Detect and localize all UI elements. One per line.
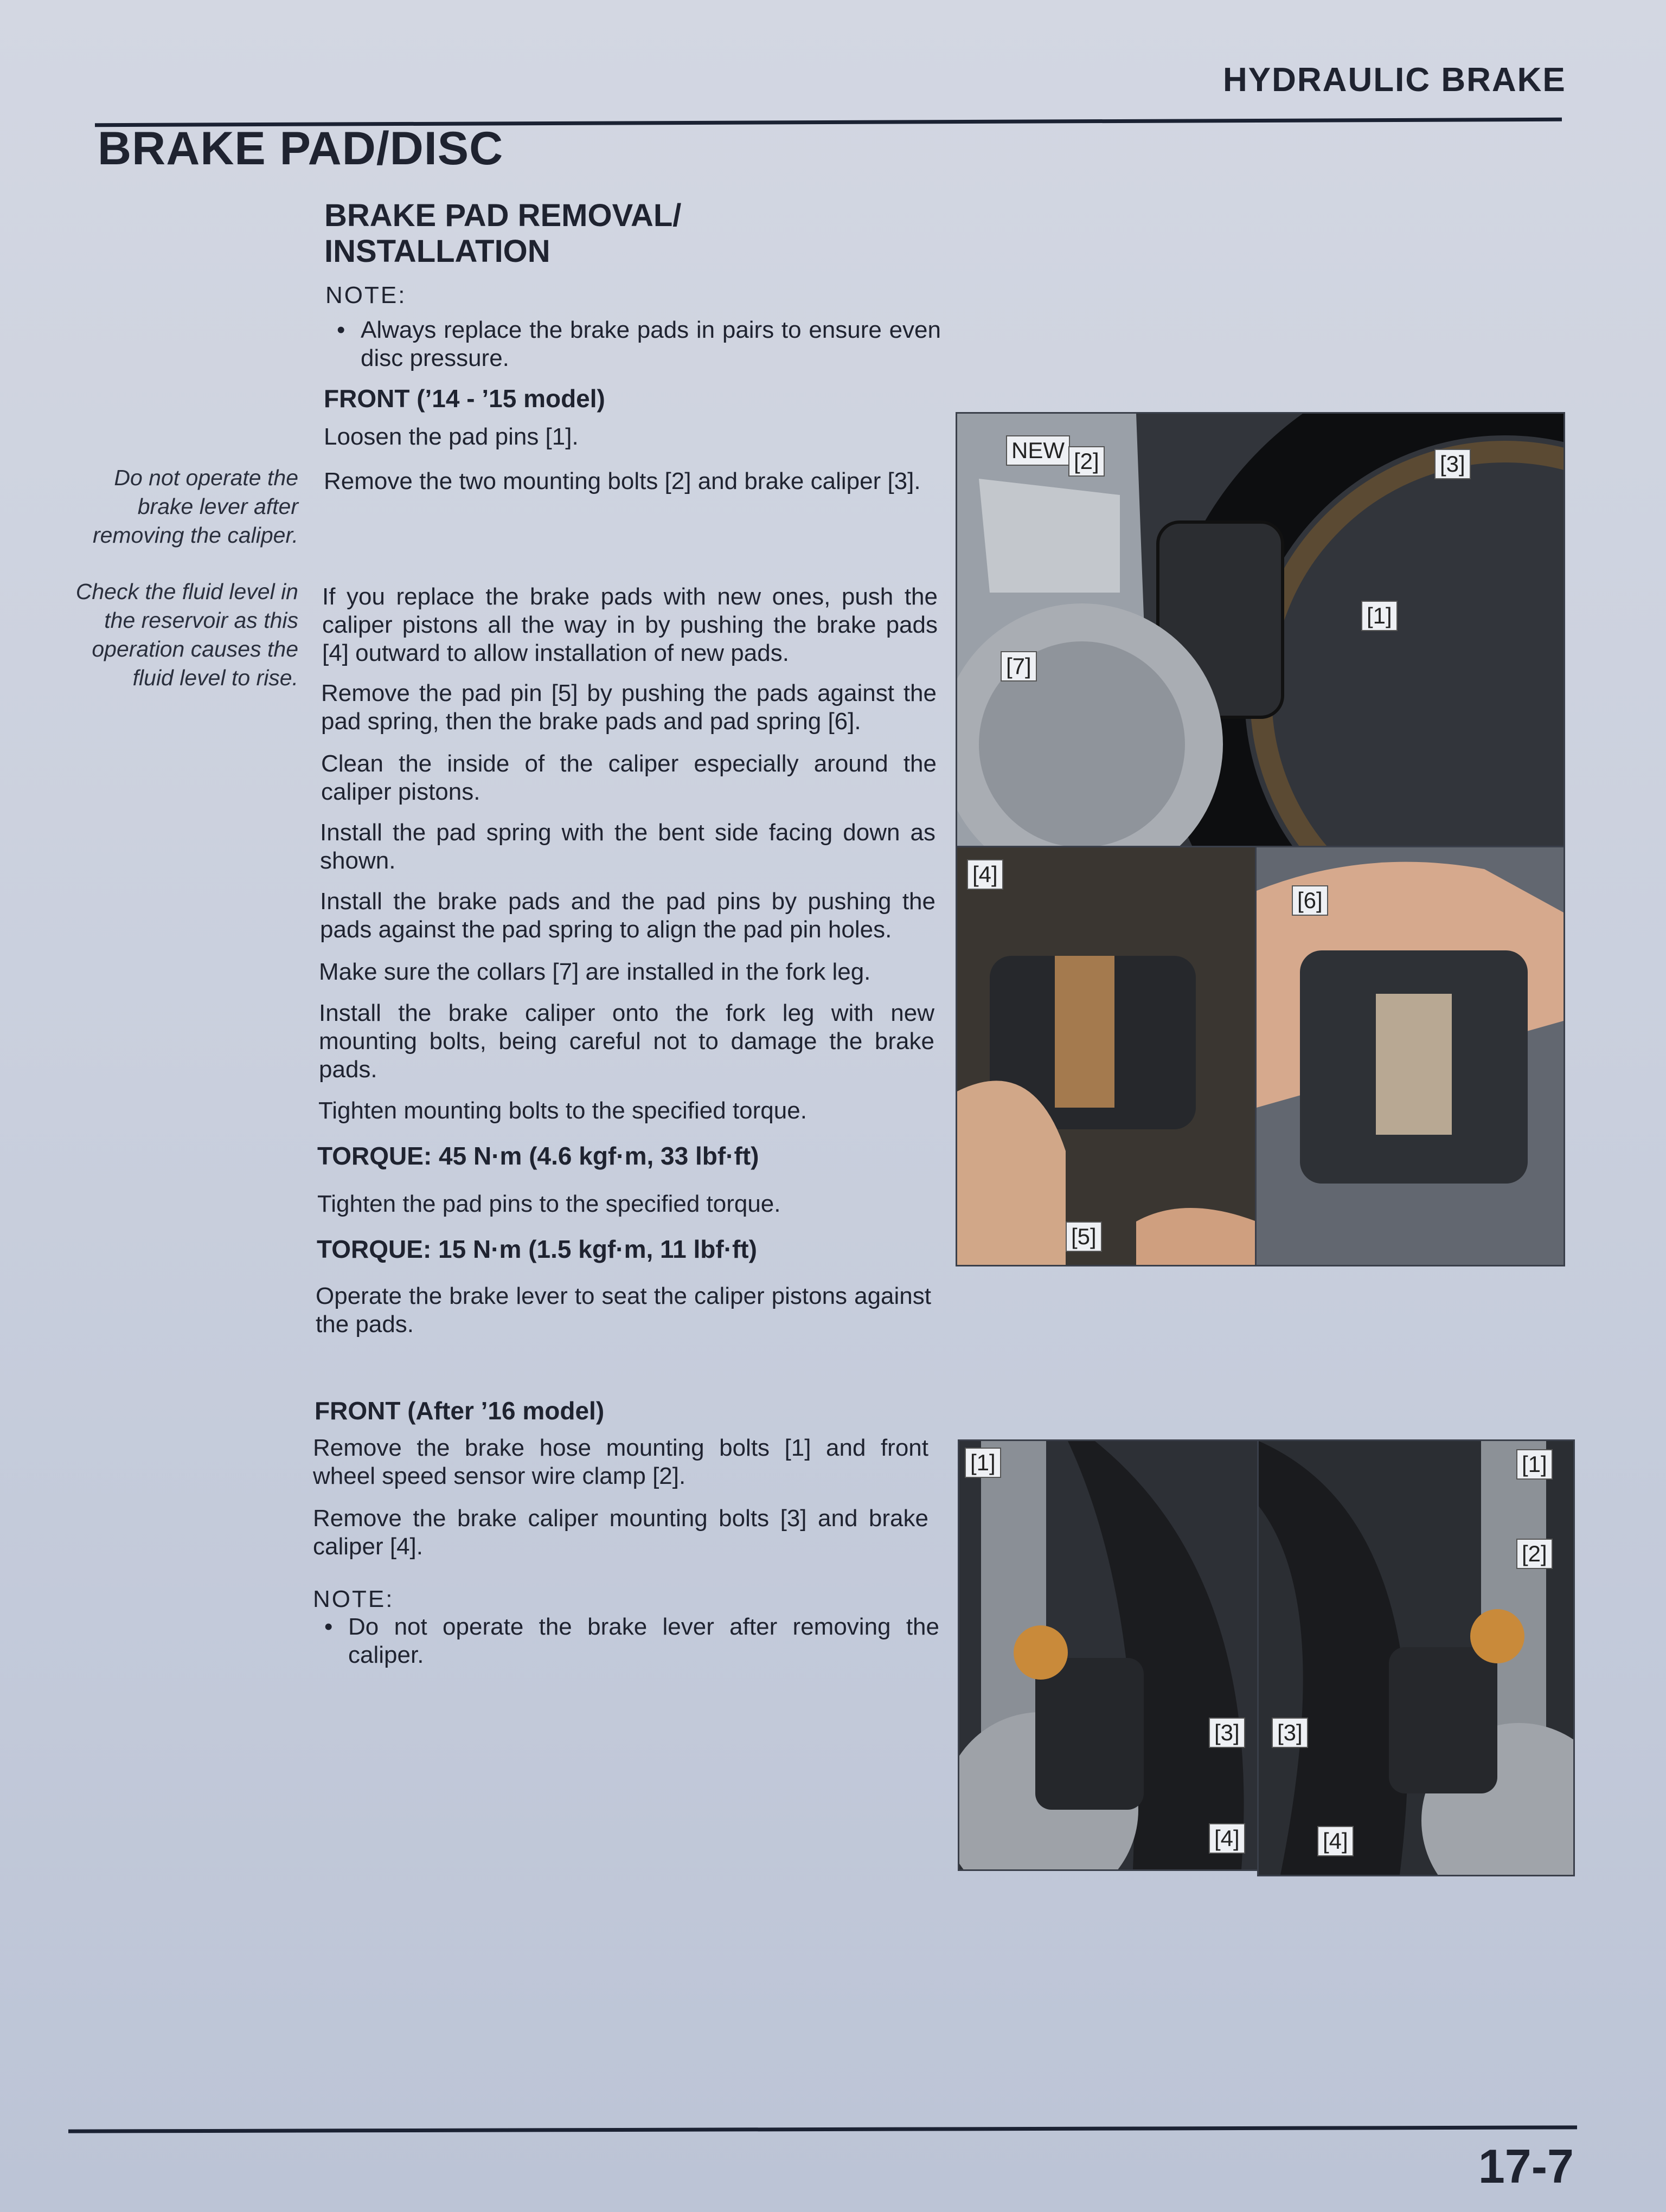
callout-3: [3] — [1272, 1718, 1308, 1748]
paragraph: Remove the two mounting bolts [2] and brake caliper [3]. — [324, 468, 921, 494]
paragraph: Install the brake caliper onto the fork leg with new mounting bolts, being careful not to damage the brake pads. — [319, 1000, 934, 1083]
footer-rule — [68, 2125, 1577, 2133]
note-label: NOTE: — [313, 1586, 394, 1612]
bullet-dot: • — [337, 317, 345, 343]
subsection-title — [324, 198, 812, 269]
side-note-fluid: Check the fluid level in the reservoir as this operation causes the fluid level to rise. — [75, 579, 298, 690]
torque-spec: TORQUE: 15 N·m (1.5 kgf·m, 11 lbf·ft) — [317, 1235, 757, 1263]
paragraph: Install the pad spring with the bent side facing down as shown. — [320, 819, 935, 874]
bullet-dot: • — [324, 1613, 333, 1640]
paragraph: Loosen the pad pins [1]. — [324, 423, 579, 450]
note-bullet — [324, 1613, 939, 1669]
callout-3: [3] — [1434, 449, 1471, 479]
callout-7: [7] — [1001, 651, 1037, 681]
callout-1: [1] — [1361, 601, 1398, 631]
paragraph: If you replace the brake pads with new ones, push the caliper pistons all the way in by pushing the brake pads [4] outward to allow installation of new pads. — [322, 583, 938, 666]
callout-3: [3] — [1209, 1718, 1245, 1748]
paragraph: Operate the brake lever to seat the caliper pistons against the pads. — [316, 1283, 931, 1338]
paragraph: Remove the brake caliper mounting bolts [3] and brake caliper [4]. — [313, 1505, 928, 1560]
paragraph: Make sure the collars [7] are installed in the fork leg. — [319, 959, 871, 985]
note-bullet — [337, 316, 941, 372]
callout-4: [4] — [967, 859, 1003, 890]
callout-6: [6] — [1292, 885, 1328, 916]
callout-1: [1] — [1516, 1449, 1553, 1480]
paragraph: Remove the pad pin [5] by pushing the pads against the pad spring, then the brake pads and pad spring [6]. — [321, 680, 937, 735]
paragraph: Clean the inside of the caliper especially around the caliper pistons. — [321, 750, 937, 805]
note-bullet-text: Do not operate the brake lever after removing the caliper. — [348, 1613, 939, 1668]
photo-after16-left — [958, 1439, 1260, 1871]
photo-caliper-mounted — [956, 412, 1565, 849]
callout-1: [1] — [965, 1448, 1001, 1478]
callout-4: [4] — [1209, 1823, 1245, 1854]
torque-spec: TORQUE: 45 N·m (4.6 kgf·m, 33 lbf·ft) — [317, 1142, 759, 1170]
side-note-caution: Do not operate the brake lever after removing the caliper. — [92, 465, 298, 548]
subtitle-line-2: INSTALLATION — [324, 234, 550, 269]
note-label: NOTE: — [325, 282, 407, 308]
photo-pads — [956, 846, 1258, 1266]
callout-5: [5] — [1066, 1221, 1102, 1252]
page-number: 17-7 — [1478, 2139, 1574, 2193]
paragraph: Tighten the pad pins to the specified torque. — [317, 1191, 781, 1217]
new-part-badge: NEW — [1006, 435, 1070, 466]
page-title: BRAKE PAD/DISC — [98, 123, 504, 175]
section-header: HYDRAULIC BRAKE — [1223, 61, 1566, 99]
note-bullet-text: Always replace the brake pads in pairs to ensure even disc pressure. — [361, 317, 941, 371]
front-16-heading: FRONT (After ’16 model) — [315, 1397, 605, 1425]
paragraph: Install the brake pads and the pad pins by pushing the pads against the pad spring to align the pad pin holes. — [320, 888, 935, 943]
paragraph: Remove the brake hose mounting bolts [1] and front wheel speed sensor wire clamp [2]. — [313, 1435, 928, 1489]
photo-pad-spring — [1255, 846, 1565, 1266]
photo-caliper-mounted-illustration — [957, 414, 1564, 847]
callout-2: [2] — [1068, 446, 1105, 477]
subtitle-line-1: BRAKE PAD REMOVAL/ — [324, 198, 682, 233]
callout-2: [2] — [1516, 1539, 1553, 1569]
photo-after16-right — [1257, 1439, 1575, 1876]
front-1415-heading: FRONT (’14 - ’15 model) — [324, 384, 605, 413]
photo-after16-right-illustration — [1259, 1441, 1573, 1875]
photo-pads-illustration — [957, 847, 1257, 1265]
photo-after16-left-illustration — [959, 1441, 1259, 1869]
paragraph: Tighten mounting bolts to the specified torque. — [318, 1097, 807, 1124]
callout-4: [4] — [1317, 1826, 1354, 1856]
